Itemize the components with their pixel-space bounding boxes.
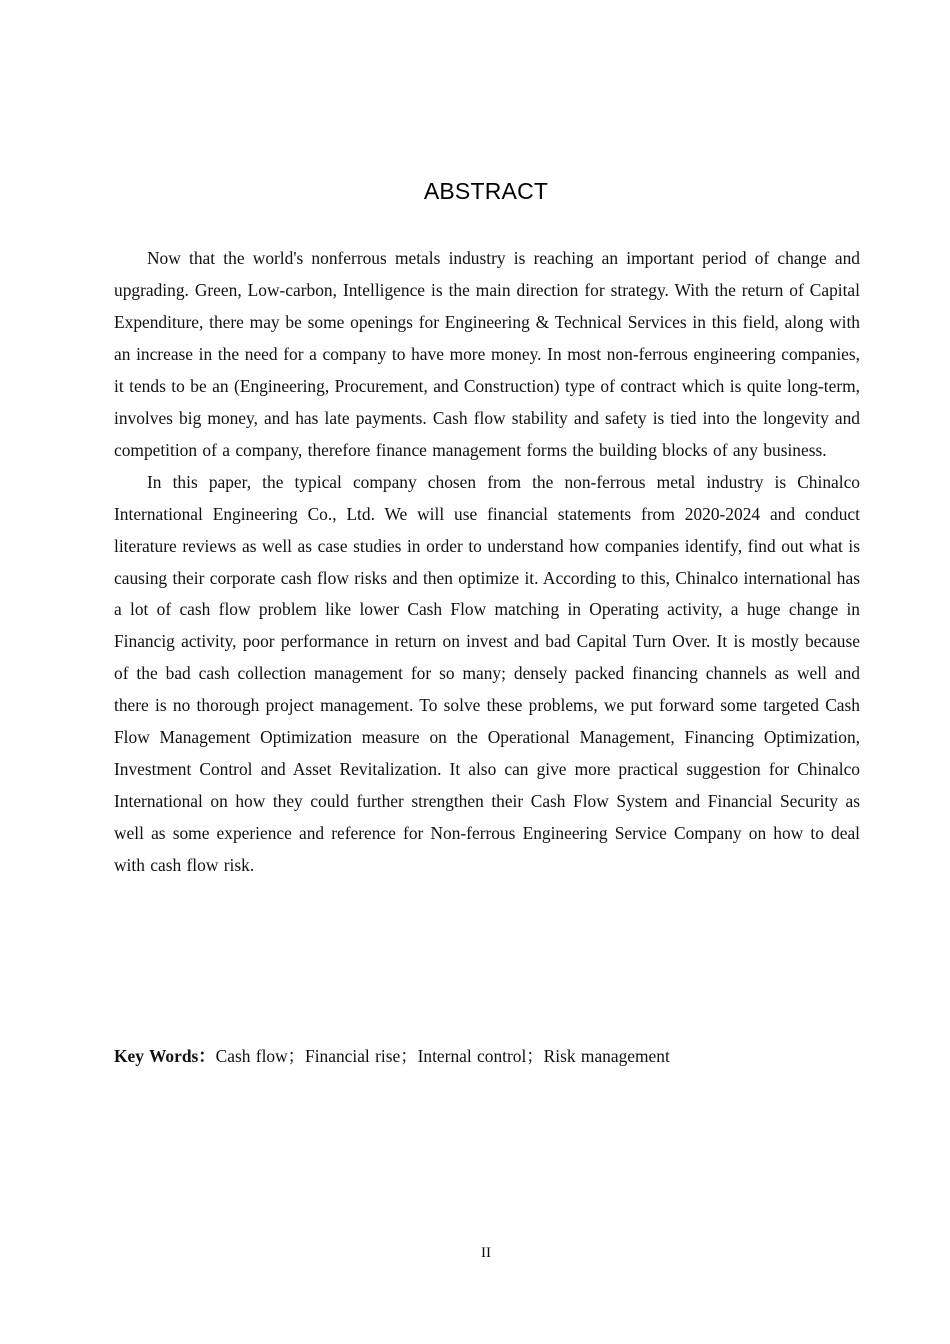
abstract-paragraph-2: In this paper, the typical company chosen from the non-ferrous metal industry is Chinalco International Engineering Co., Ltd. We will use financial statements from 2020-2024 and conduct literature reviews as well as case studies in order to understand how companies identify, find out what is causing their corporate cash flow risks and then optimize it. According to this, Chinalco international has a lot of cash flow problem like lower Cash Flow matching in Operating activity, a huge change in Financig activity, poor performance in return on invest and bad Capital Turn Over. It is mostly because of the bad cash collection management for so many; densely packed financing channels as well and there is no thorough project management. To solve these problems, we put forward some targeted Cash Flow Management Optimization measure on the Operational Management, Financing Optimization, Investment Control and Asset Revitalization. It also can give more practical suggestion for Chinalco International on how they could further strengthen their Cash Flow System and Financial Security as well as some experience and reference for Non-ferrous Engineering Service Company on how to deal with cash flow risk. [114,471,860,876]
keywords-list: Cash flow；Financial rise；Internal control；Risk management [215,1046,670,1066]
abstract-paragraph-1: Now that the world's nonferrous metals industry is reaching an important period of change and upgrading. Green, Low-carbon, Intelligence is the main direction for strategy. With the return of Capital Expenditure, there may be some openings for Engineering & Technical Services in this field, along with an increase in the need for a company to have more money. In most non-ferrous engineering companies, it tends to be an (Engineering, Procurement, and Construction) type of contract which is quite long-term, involves big money, and has late payments. Cash flow stability and safety is tied into the longevity and competition of a company, therefore finance management forms the building blocks of any business. [114,248,860,460]
keywords-line [114,1041,860,1072]
keywords-label: Key Words： [114,1046,216,1066]
abstract-body [114,243,860,882]
abstract-title: ABSTRACT [423,178,549,204]
page-number: II [481,1245,491,1261]
